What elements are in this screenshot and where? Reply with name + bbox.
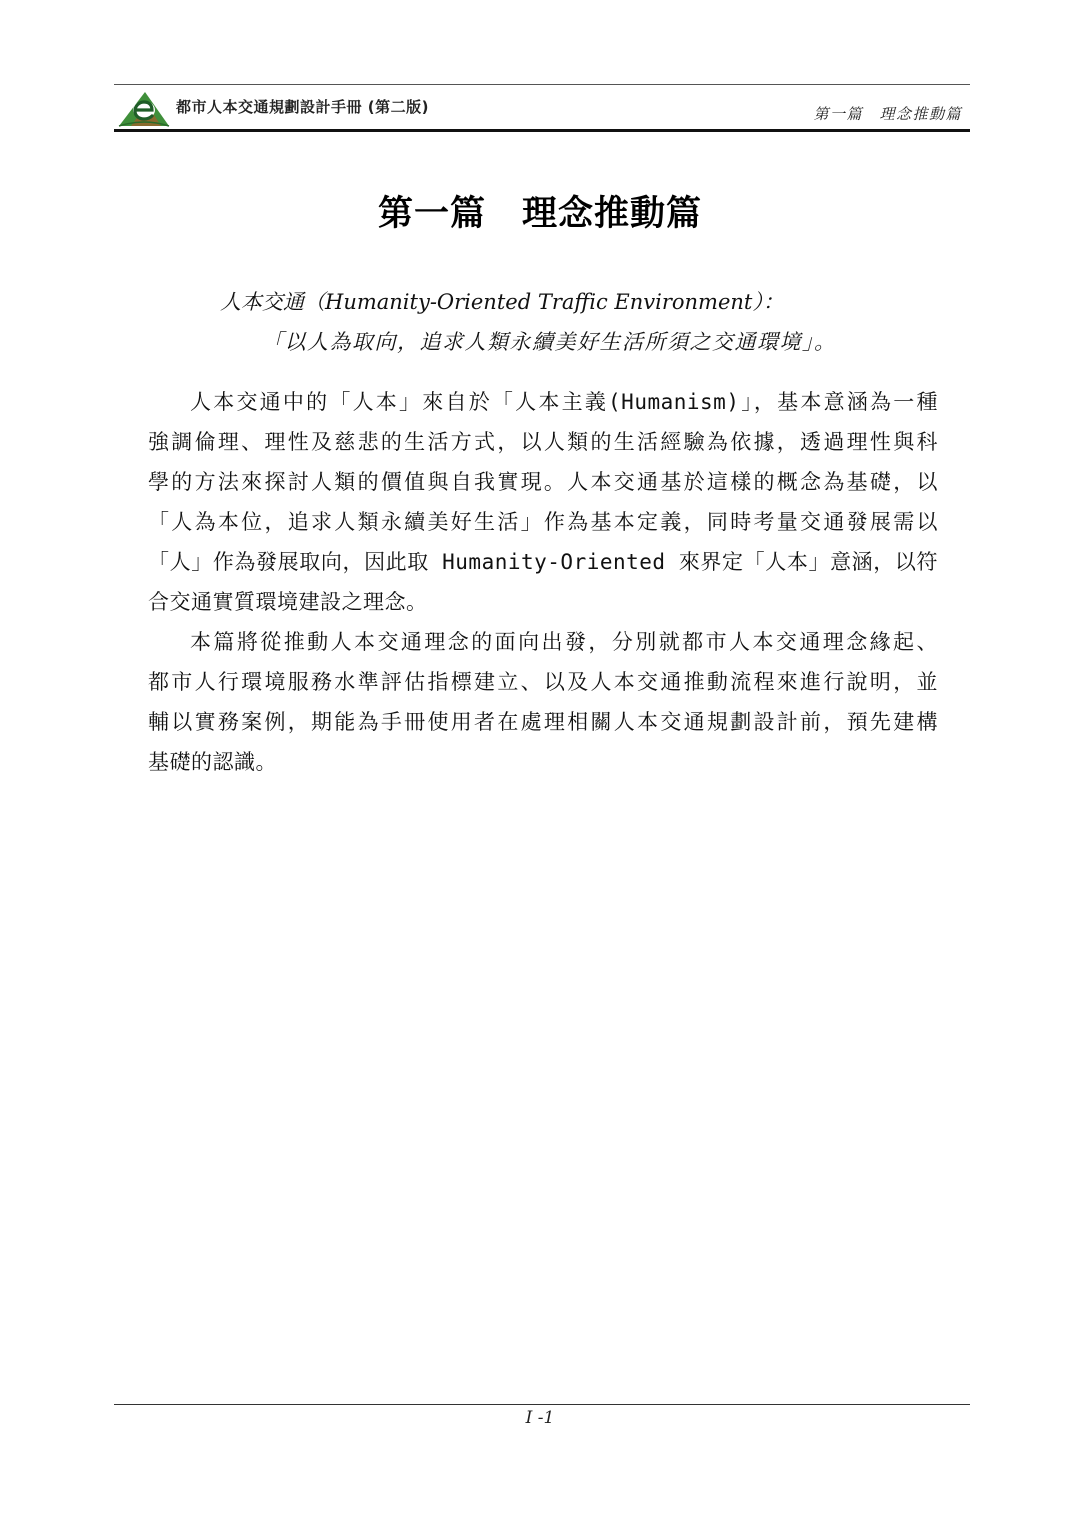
page-number: I -1 [525, 1408, 555, 1428]
footer-rule [114, 1404, 970, 1405]
paragraph-line: 「人為本位，追求人類永續美好生活」作為基本定義，同時考量交通發展需以 [148, 510, 938, 534]
header-bottom-rule [114, 129, 970, 132]
paragraph-line: 學的方法來探討人類的價值與自我實現。人本交通基於這樣的概念為基礎，以 [148, 470, 938, 494]
paragraph-line: 「人」作為發展取向，因此取 Humanity-Oriented 來界定「人本」意涵，以符 [148, 550, 938, 574]
definition-text: 「以人為取向，追求人類永續美好生活所須之交通環境」。 [262, 330, 837, 354]
header-top-rule [114, 84, 970, 85]
paragraph-line: 合交通實質環境建設之理念。 [148, 590, 428, 614]
paragraph-1 [148, 382, 938, 622]
header-manual-title: 都市人本交通規劃設計手冊 (第二版) [176, 98, 429, 116]
header-section-name: 第一篇 理念推動篇 [813, 105, 962, 123]
paragraph-line: 強調倫理、理性及慈悲的生活方式，以人類的生活經驗為依據，透過理性與科 [148, 430, 938, 454]
green-leaf-e-logo [117, 88, 171, 128]
paragraph-line: 輔以實務案例，期能為手冊使用者在處理相關人本交通規劃設計前，預先建構 [148, 710, 938, 734]
paragraph-2 [148, 622, 938, 782]
page-title: 第一篇 理念推動篇 [377, 193, 702, 234]
paragraph-line: 本篇將從推動人本交通理念的面向出發，分別就都市人本交通理念緣起、 [190, 630, 938, 654]
paragraph-line: 人本交通中的「人本」來自於「人本主義(Humanism)」，基本意涵為一種 [190, 390, 938, 414]
definition-term: 人本交通（Humanity-Oriented Traffic Environment）： [220, 290, 784, 314]
paragraph-line: 都市人行環境服務水準評估指標建立、以及人本交通推動流程來進行說明，並 [148, 670, 938, 694]
paragraph-line: 基礎的認識。 [148, 750, 277, 774]
